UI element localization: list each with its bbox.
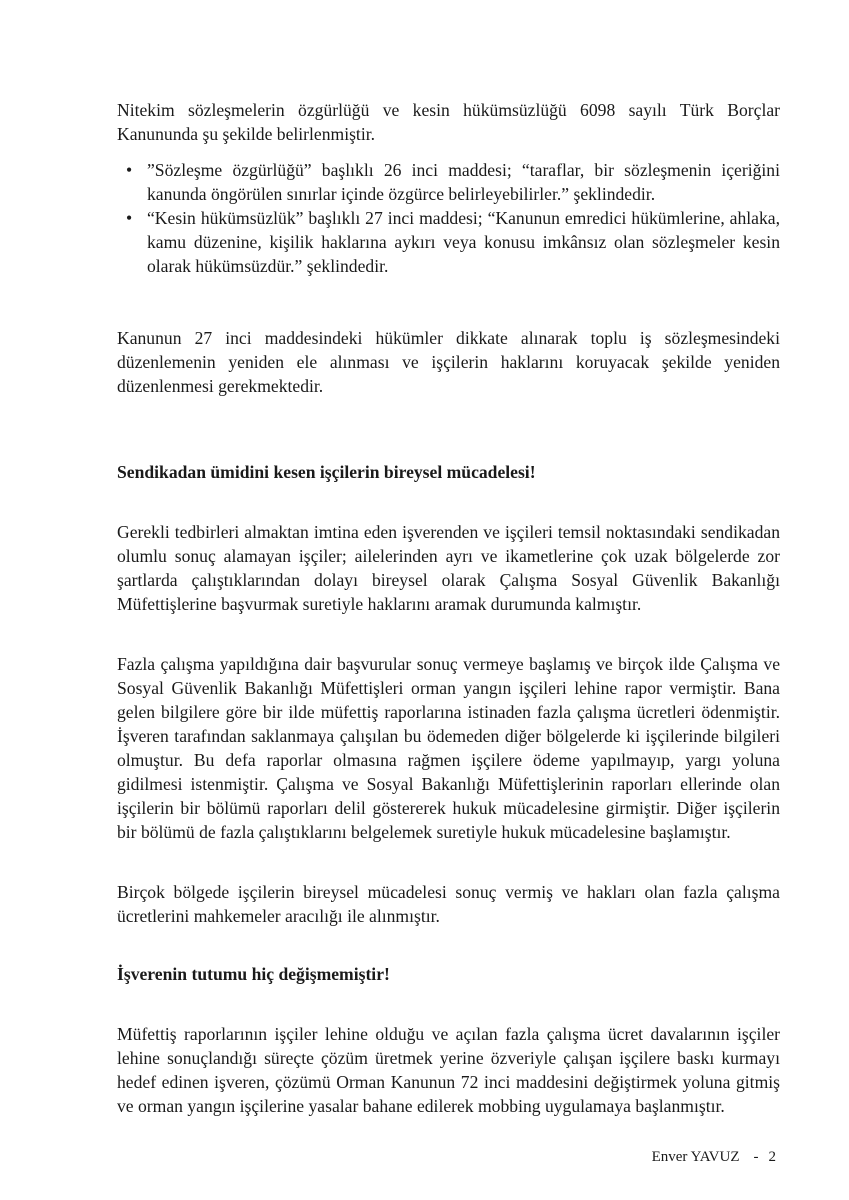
page-body [117,98,780,1118]
list-item [117,206,780,278]
bullet-icon: • [126,208,133,228]
kanun-paragraph: Kanunun 27 inci maddesindeki hükümler dikkate alınarak toplu iş sözleşmesindeki düzenlemenin yeniden ele alınması ve işçilerin haklarını koruyacak şekilde yeniden düzenlenmesi gerekmektedir. [117,328,780,396]
footer-author: Enver YAVUZ [651,1149,740,1165]
footer-separator: - [753,1149,759,1165]
page-footer [600,1147,776,1167]
page-number: 2 [768,1149,776,1165]
mufettis-paragraph: Müfettiş raporlarının işçiler lehine olduğu ve açılan fazla çalışma ücret davalarının işçiler lehine sonuçlandığı süreçte çözüm üretmek yerine özveriyle çalışan işçilere baskı kurmayı hedef edinen işveren, çözümü Orman Kanunun 72 inci maddesini değiştirmek yoluna gitmiş ve orman yangın işçilerine yasalar bahane edilerek mobbing uygulamaya başlanmıştır. [117,1024,780,1116]
list-item-text: ”Sözleşme özgürlüğü” başlıklı 26 inci maddesi; “taraflar, bir sözleşmenin içeriğini kanunda öngörülen sınırlar içinde özgürce belirleyebilirler.” şeklindedir. [147,160,780,204]
fazla-calisma-paragraph: Fazla çalışma yapıldığına dair başvurular sonuç vermeye başlamış ve birçok ilde Çalışma ve Sosyal Güvenlik Bakanlığı Müfettişleri orman yangın işçileri lehine rapor vermiştir. Bana gelen bilgilere göre bir ilde müfettiş raporlarına istinaden fazla çalışma ücretleri ödenmiştir. İşveren tarafından saklanmaya çalışılan bu ödemeden diğer bölgelerde ki işçilerinde bilgileri olmuştur. Bu defa raporlar olmasına rağmen işçilere ödeme yapılmayıp, yargı yoluna gidilmesi istenmiştir. Çalışma ve Sosyal Bakanlığı Müfettişlerinin raporları ellerinde olan işçilerin bir bölümü raporları delil göstererek hukuk mücadelesine girmiştir. Diğer işçilerin bir bölümü de fazla çalıştıklarını belgelemek suretiyle hukuk mücadelesine başlamıştır. [117,654,780,842]
article-list [117,158,780,278]
list-item-text: “Kesin hükümsüzlük” başlıklı 27 inci maddesi; “Kanunun emredici hükümlerine, ahlaka, kamu düzenine, kişilik haklarına aykırı veya konusu imkânsız olan sözleşmeler kesin olarak hükümsüzdür.” şeklindedir. [147,208,780,276]
bircok-paragraph: Birçok bölgede işçilerin bireysel mücadelesi sonuç vermiş ve hakları olan fazla çalışma ücretlerini mahkemeler aracılığı ile alınmıştır. [117,882,780,926]
intro-paragraph: Nitekim sözleşmelerin özgürlüğü ve kesin hükümsüzlüğü 6098 sayılı Türk Borçlar Kanununda şu şekilde belirlenmiştir. [117,100,780,144]
gerekli-paragraph: Gerekli tedbirleri almaktan imtina eden işverenden ve işçileri temsil noktasındaki sendikadan olumlu sonuç alamayan işçiler; ailelerinden ayrı ve ikametlerine çok uzak bölgelerde zor şartlarda çalıştıklarından dolayı bireysel olarak Çalışma Sosyal Güvenlik Bakanlığı Müfettişlerine başvurmak suretiyle haklarını aramak durumunda kalmıştır. [117,522,780,614]
bullet-icon: • [126,160,133,180]
section-heading-individual-struggle: Sendikadan ümidini kesen işçilerin bireysel mücadelesi! [117,462,536,482]
list-item [117,158,780,206]
section-heading-employer-attitude: İşverenin tutumu hiç değişmemiştir! [117,964,390,984]
